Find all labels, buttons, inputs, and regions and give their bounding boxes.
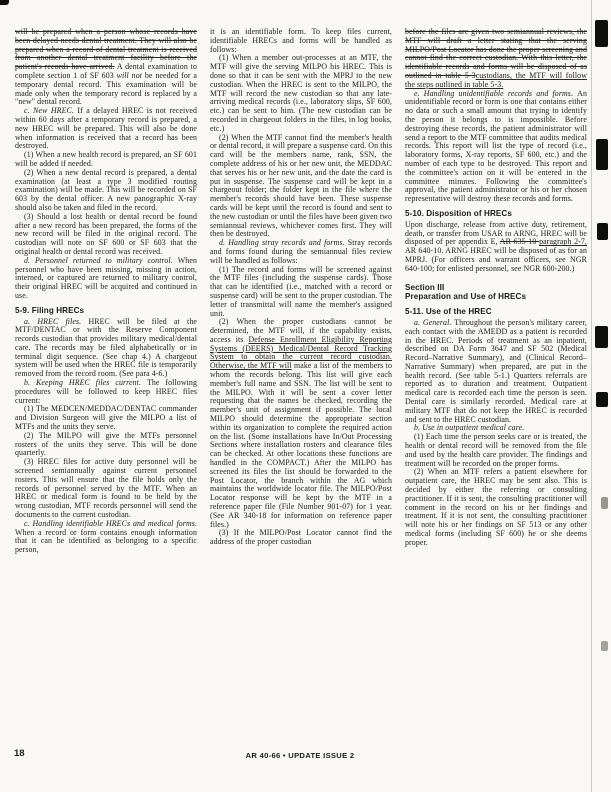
paragraph <box>405 433 587 468</box>
text-column <box>210 28 392 555</box>
text-segment-normal: If a delayed HREC is not received within 60 days after a temporary record is prepared, a new HREC will be prepared. This will also be done when information is received that a record has been destroyed. <box>15 106 198 151</box>
text-segment-italic: will not <box>116 70 143 80</box>
paragraph <box>210 318 392 529</box>
text-segment-normal: 5-11. Use of the HREC <box>405 307 492 317</box>
text-body <box>15 28 587 555</box>
scan-artifact <box>596 392 608 407</box>
paragraph <box>15 432 197 458</box>
text-segment-normal: Stray records and forms found during the semiannual files review will be handled as follows: <box>210 238 393 265</box>
text-segment-italic: d. Handling stray records and forms. <box>219 238 348 248</box>
scan-artifact <box>596 139 608 170</box>
paragraph <box>405 90 587 204</box>
text-segment-normal: (1) Each time the person seeks care or is treated, the health or dental record will be removed from the file and used by the health care provider. The findings and treatment will be recorded on the proper forms. <box>405 432 587 468</box>
footer-document-reference: AR 40-66 • UPDATE ISSUE 2 <box>245 751 355 760</box>
text-segment-normal: Upon discharge, release from active duty, retirement, death, or transfer from USAR to ARNG, HREC will be disposed of per appendix E, <box>405 219 587 247</box>
text-segment-italic: c. New HREC. <box>24 106 78 116</box>
text-segment-normal: (1) When a member out-processes at an MTF, the MTF will give the serving MILPO his HREC. This is done so that it can be sent with the MPRJ to the new custodian. When the HREC is sent to the MILPO, the MTF will record the new custodian so that any late-arriving medical records (i.e., laboratory slips, SF 600, etc.) can be sent to him. (The new custodian can be recorded in chargeout folders in the files, in log books, etc.) <box>210 53 392 133</box>
text-segment-normal: Throughout the person's military career, each contact with the AMEDD as a patient is recorded in the HREC. Periods of treatment as an inpatient, described on DA Form 3647 and SF 502 (Medical Record–Narrative Summary), and (Clinical Record–Narrative Summary) when prepared, are put in the health record. (See table 5-1.) Quarters referrals are reported as to duration and treatment. Outpatient medical care is recorded each time the person is seen. Dental care is similarly recorded. Medical care at military MTF that do not keep the HREC is recorded and sent to the HREC custodian. <box>405 317 587 424</box>
text-segment-italic: a. HREC files. <box>24 316 89 326</box>
text-segment-normal: (1) The record and forms will be screened against the MTF files (including the suspense cards). Those that can be identified (i.e., matched with a record or suspense card) will be sent to the proper custodian. The letter of transmittal will name the member's assigned unit. <box>210 264 392 318</box>
text-segment-normal: it is an identifiable form. To keep files current, identifiable HRECs and forms will be handled as follows: <box>210 27 392 54</box>
paragraph <box>15 379 197 405</box>
text-segment-normal: The following procedures will be followed to keep HREC files current: <box>15 378 197 405</box>
text-segment-normal: 5-9. Filing HRECs <box>15 305 85 315</box>
paragraph <box>405 221 587 274</box>
text-column <box>405 28 587 555</box>
text-segment-underline: paragraph 2-7, <box>539 237 587 247</box>
paragraph <box>210 28 392 54</box>
paragraph <box>15 28 197 107</box>
scan-artifact <box>601 497 608 509</box>
text-segment-italic: b. Keeping HREC files current. <box>24 378 147 388</box>
section-heading <box>15 307 197 316</box>
text-segment-underline: Defense Enrollment Eligibility Reporting Systems (DEERS) Medical/Dental Record Tracking System to obtain the current record custodian. Otherwise, the MTF will <box>210 334 393 371</box>
section-heading <box>405 284 587 293</box>
text-segment-italic: b. Use in outpatient medical care. <box>414 423 525 433</box>
paragraph <box>405 319 587 425</box>
paragraph <box>405 28 587 90</box>
text-segment-strike: before the files are given two semiannual reviews, the MTF will draft a letter stating that the serving MILPO/Post Locator has done the proper screening and cannot find the correct custodian. With this letter, the identifiable records and forms will be disposed of as outlined in table 5-3 <box>405 27 587 80</box>
paragraph <box>15 151 197 169</box>
text-segment-italic: c. Handling identifiable HRECs and medical forms. <box>24 518 197 528</box>
text-segment-strike: will be prepared when a person whose records have been delayed needs dental treatment. They will also be prepared when a record of dental treatment is received from another dental treatment facility before the patient's records have arrived. <box>15 27 197 72</box>
text-segment-normal: (1) The MEDCEN/MEDDAC/DENTAC commander and Division Surgeon will give the MILPO a list of MTFs and the units they serve. <box>15 404 197 432</box>
paragraph <box>210 54 392 133</box>
paragraph <box>15 107 197 151</box>
text-segment-italic: e. Handling unidentifiable records and forms. <box>414 88 578 98</box>
paragraph <box>210 134 392 240</box>
scan-edge-line <box>591 0 592 792</box>
text-segment-normal: (1) When a new health record is prepared, an SF 601 will be added if needed. <box>15 150 197 168</box>
text-segment-normal: An unidentifiable record or form is one that contains either no data or such a small amount that trying to identify the person it belongs to is impossible. Before destroying these records, the patient administrator will send a report to the MTF committee that audits medical records. This report will list the type of record (i.e., laboratory forms, X-ray reports, SF 600, etc.) and the number of each type to be destroyed. This report and the committee's action on it will be entered in the committee minutes. Following the committee's approval, the patient administrator or his or her chosen representative will destroy these records and forms. <box>405 88 587 204</box>
text-segment-normal: A dental examination to complete section 1 of SF 603 <box>15 62 197 80</box>
text-segment-italic: a. General. <box>414 317 455 327</box>
text-segment-normal: Preparation and Use of HRECs <box>405 292 527 302</box>
text-segment-normal: AR 640-10. ARNG HREC will be disposed of as for an MPRJ. (For officers and warrant officers, see NGR 640-100; for enlisted personnel, see NGR 600-200.) <box>405 246 587 273</box>
paragraph <box>15 169 197 213</box>
scan-artifact <box>601 641 608 651</box>
scan-artifact <box>597 223 608 240</box>
text-segment-normal: When a record or form contains enough information that it can be identified as belonging to a specific person, <box>15 527 197 555</box>
scan-artifact <box>595 20 608 47</box>
text-segment-normal: 5-10. Disposition of HRECs <box>405 208 512 218</box>
paragraph <box>210 239 392 265</box>
text-segment-underline: custodians, the MTF will follow the steps outlined in table 5-3. <box>405 70 588 89</box>
page-number: 18 <box>14 748 25 759</box>
text-segment-normal: be needed for a temporary dental record. This examination will be made only when the temporary record is replaced by a "new" dental record. <box>15 70 198 107</box>
text-segment-normal: (2) When the MTF cannot find the member's health or dental record, it will prepare a suspense card. On this card will be the members name, rank, SSN, the complete address of his or her new unit, the MEDDAC that serves his or her new unit, and the date the card is put in suspense. The suspense card will be kept in a chargeout folder; the folder kept in the file where the member's records should have been. These suspense cards will be kept until the record is found and sent to the new custodian or until the files have been given two semiannual reviews, whichever comes first. They will then be destroyed. <box>210 132 392 239</box>
text-segment-normal: (2) When an MTF refers a patient elsewhere for outpatient care, the HREC may be sent also. This is decided by either the referring or consulting practitioner. If it is sent, the consulting practitioner will comment in the record on his or her findings and treatment. If it is not sent, the consulting practitioner will note his or her findings on SF 513 or any other medical forms (including SF 600) he or she deems proper. <box>405 467 587 547</box>
section-heading <box>405 293 587 302</box>
scan-artifact <box>0 0 9 5</box>
paragraph <box>15 405 197 431</box>
text-column <box>15 28 197 555</box>
text-segment-normal: Section III <box>405 282 445 292</box>
text-segment-normal: make a list of the members to whom the records belong. This list will give each member's full name and SSN. The list will be sent to the MILPO. With it will be sent a cover letter requesting that the names be checked, recording the member's unit of assignment if possible. The local MILPO should determine the appropriate section within its organization to complete the required action on the list. (Some installations have In/Out Processing Sections where installation rosters and clearance files can be checked. At other locations these functions are handled in the COMPACT.) After the MILPO has screened its files the list should be forwarded to the Post Locator, the branch within the AG which maintains the worldwide locator file. The MILPO/Post Locator response will be kept by the MTF in a reference paper file (File Number 901-07) for 1 year. (See AR 340-18 for information on reference paper files.) <box>210 361 392 529</box>
text-segment-normal: When personnel who have been missing, missing in action, interned, or captured are returned to military control, their original HREC will be acquired and continued in use. <box>15 255 197 300</box>
section-heading <box>405 308 587 317</box>
section-heading <box>405 210 587 219</box>
scan-artifact <box>595 326 608 348</box>
text-segment-normal: HREC will be filed at the MTF/DENTAC or with the Reserve Component records custodian that provides military medical/dental care. The records may be filed alphabetically or in terminal digit sequence. (See chap 4.) A chargeout system will be used when the HREC file is temporarily removed from the record room. (See para 4-6.) <box>15 316 197 379</box>
paragraph <box>15 257 197 301</box>
text-segment-normal: (3) Should a lost health or dental record be found after a new record has been prepared, the forms of the new record will be filed in the original record. The custodian will note on SF 600 or SF 603 that the original health or dental record was received. <box>15 211 197 256</box>
text-segment-normal: (2) When a new dental record is prepared, a dental examination (at least a type 3 modified routing examination) will be made. This will be recorded on SF 603 by the dental officer. A new panographic X-ray should also be taken and filed in the record. <box>15 167 197 212</box>
paragraph <box>210 266 392 319</box>
paragraph <box>405 468 587 547</box>
paragraph <box>15 520 197 555</box>
paragraph <box>15 458 197 520</box>
text-segment-normal: (3) If the MILPO/Post Locator cannot find the address of the proper custodian <box>210 528 392 547</box>
text-segment-strike: AR 635-10 <box>499 237 540 247</box>
paragraph <box>210 529 392 547</box>
paragraph <box>15 213 197 257</box>
text-segment-normal: (3) HREC files for active duty personnel will be screened semiannually against current personnel rosters. This will ensure that the file holds only the records of personnel served by the MTF. When an HREC or medical form is found to be held by the wrong custodian, MTF records personnel will send the documents to the current custodian. <box>15 457 197 520</box>
text-segment-normal: (2) When the proper custodians cannot be determined, the MTF will, if the capability exists, access its <box>210 317 392 344</box>
text-segment-normal: (2) The MILPO will give the MTFs personnel rosters of the units they serve. This will be done quarterly. <box>15 430 197 458</box>
paragraph <box>15 318 197 380</box>
text-segment-italic: d. Personnel returned to military control. <box>24 255 178 265</box>
